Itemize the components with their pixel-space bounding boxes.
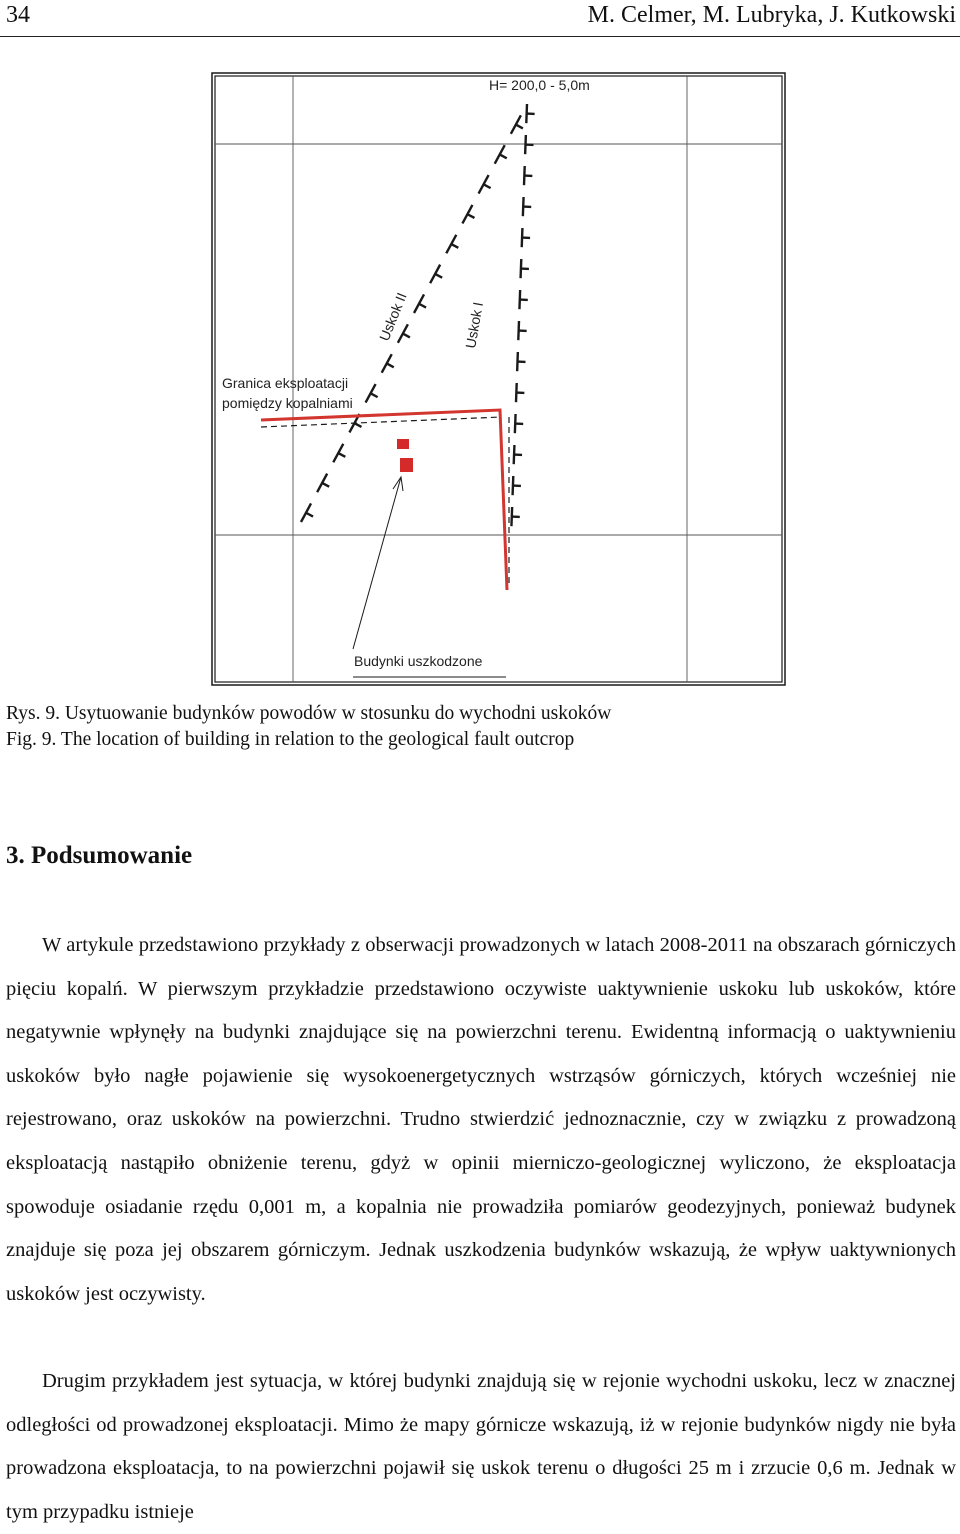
figure-caption-en: Fig. 9. The location of building in relation to the geological fault outcrop xyxy=(6,729,574,751)
depth-label: H= 200,0 - 5,0m xyxy=(489,77,590,93)
buildings-label: Budynki uszkodzone xyxy=(354,653,483,669)
fault-ii-label: Uskok II xyxy=(376,290,410,343)
fault-ii-tick xyxy=(322,483,329,487)
fault-i-line xyxy=(511,104,534,526)
section-title: 3. Podsumowanie xyxy=(6,842,192,870)
fault-ii-tick xyxy=(500,154,507,158)
fault-outcrop-figure xyxy=(211,72,786,686)
fault-ii-tick xyxy=(354,423,361,427)
page-header xyxy=(0,0,960,37)
boundary-label-line2: pomiędzy kopalniami xyxy=(222,395,353,411)
fault-ii-tick xyxy=(467,214,474,218)
fault-ii-tick xyxy=(419,304,426,308)
fault-ii-dash xyxy=(333,444,343,463)
fault-ii-tick xyxy=(306,513,313,517)
fault-ii-dash xyxy=(446,235,456,254)
fault-ii-tick xyxy=(403,334,410,338)
paragraph-2: Drugim przykładem jest sytuacja, w której budynki znajdują się w rejonie wychodni uskoku, lecz w znacznej odległości od prowadzonej eksploatacji. Mimo że mapy górnicze wskazują, iż w rejonie budynków nigdy nie była prowadzona eksploatacja, to na powierzchni pojawił się uskok terenu o długości 25 m i zrzucie 0,6 m. Jednak w tym przypadku istnieje xyxy=(6,1360,956,1534)
fault-ii-tick xyxy=(435,274,442,278)
fault-ii-dash xyxy=(301,503,311,522)
running-head-authors: M. Celmer, M. Lubryka, J. Kutkowski xyxy=(588,2,956,29)
damaged-building-2 xyxy=(400,458,413,472)
fault-ii-tick xyxy=(516,125,523,129)
fault-ii-tick xyxy=(484,184,491,188)
buildings-pointer-arrow xyxy=(353,477,506,677)
fault-i-label: Uskok I xyxy=(462,301,486,350)
paragraph-1: W artykule przedstawiono przykłady z obserwacji prowadzonych w latach 2008-2011 na obszarach górniczych pięciu kopalń. W pierwszym przykładzie przedstawiono oczywiste uaktywnienie uskoku lub uskoków, które negatywnie wpłynęły na budynki znajdujące się na powierzchni terenu. Ewidentną informacją o uaktywnieniu uskoków było nagłe pojawienie się wysokoenergetycznych wstrząsów górniczych, których wcześniej nie rejestrowano, oraz uskoków na powierzchni. Trudno stwierdzić jednoznacznie, czy w związku z prowadzoną eksploatacją nastąpiło obniżenie terenu, gdyż w opinii mierniczo-geologicznej wyliczono, że eksploatacja spowoduje osiadanie rzędu 0,001 m, a kopalnia nie prowadziła pomiarów geodezyjnych, ponieważ budynek znajduje się poza jej obszarem górniczym. Jednak uszkodzenia budynków wskazują, że wpływ uaktywnionych uskoków jest oczywisty. xyxy=(6,924,956,1316)
fault-ii-tick xyxy=(338,453,345,457)
figure-caption-pl: Rys. 9. Usytuowanie budynków powodów w stosunku do wychodni uskoków xyxy=(6,703,611,725)
fault-ii-tick xyxy=(387,363,394,367)
damaged-building-1 xyxy=(397,439,409,449)
fault-ii-dash xyxy=(479,175,489,194)
fault-ii-dash xyxy=(414,294,424,313)
fault-ii-tick xyxy=(371,393,378,397)
fault-ii-tick xyxy=(451,244,458,248)
mining-boundary xyxy=(261,410,509,590)
fault-ii-dash xyxy=(462,205,472,224)
page-number: 34 xyxy=(6,2,30,29)
boundary-label-line1: Granica eksploatacji xyxy=(222,375,348,391)
